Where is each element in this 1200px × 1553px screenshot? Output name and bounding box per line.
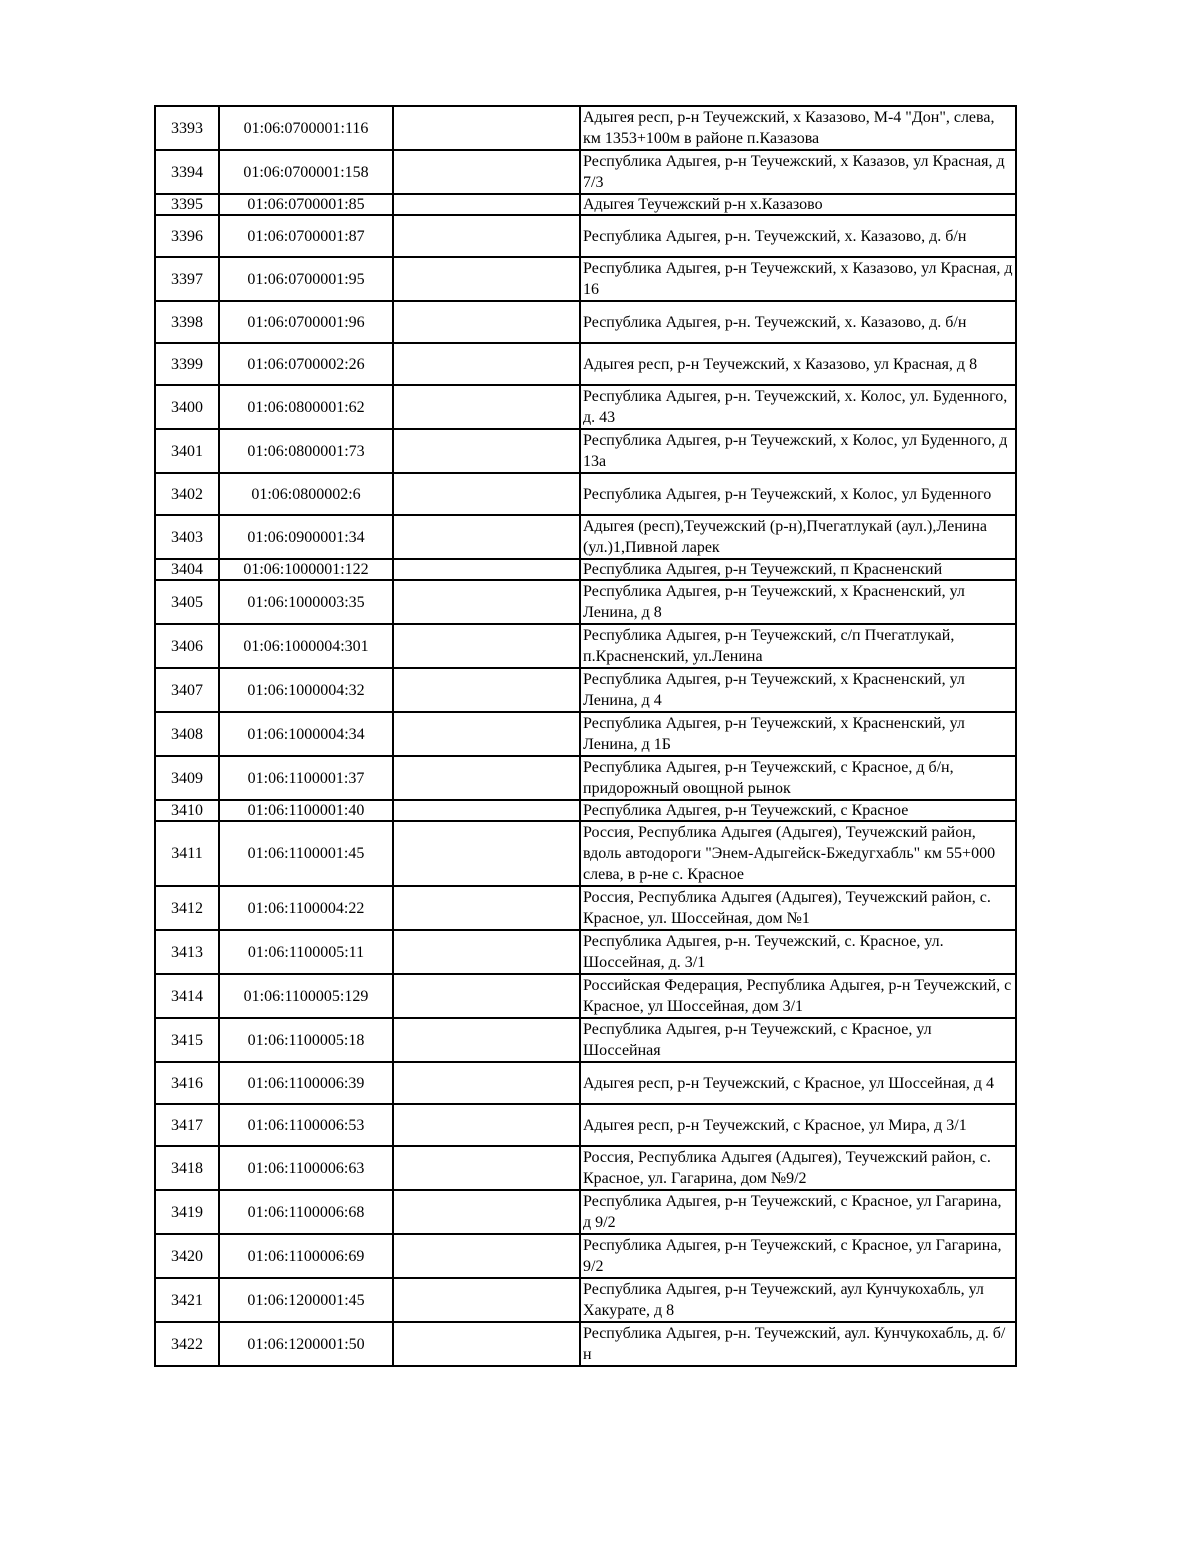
cadastral-number: 01:06:0800002:6 xyxy=(219,473,393,515)
cadastral-number: 01:06:0900001:34 xyxy=(219,515,393,559)
address-cell: Республика Адыгея, р-н Теучежский, х Казазов, ул Красная, д 7/3 xyxy=(580,150,1016,194)
table-row xyxy=(155,1322,1016,1366)
table-row xyxy=(155,712,1016,756)
empty-cell xyxy=(393,1190,580,1234)
table-row xyxy=(155,886,1016,930)
row-number: 3414 xyxy=(155,974,219,1018)
table-row xyxy=(155,1146,1016,1190)
cadastral-number: 01:06:0700001:85 xyxy=(219,194,393,215)
cadastral-number: 01:06:0700001:87 xyxy=(219,215,393,257)
table-row xyxy=(155,257,1016,301)
address-cell: Адыгея Теучежский р-н х.Казазово xyxy=(580,194,1016,215)
empty-cell xyxy=(393,473,580,515)
registry-table xyxy=(154,105,1017,1367)
row-number: 3408 xyxy=(155,712,219,756)
empty-cell xyxy=(393,1146,580,1190)
empty-cell xyxy=(393,559,580,580)
table-row xyxy=(155,106,1016,150)
row-number: 3404 xyxy=(155,559,219,580)
address-cell: Республика Адыгея, р-н Теучежский, х Красненский, ул Ленина, д 8 xyxy=(580,580,1016,624)
address-cell: Россия, Республика Адыгея (Адыгея), Теучежский район, с. Красное, ул. Гагарина, дом №9/2 xyxy=(580,1146,1016,1190)
table-row xyxy=(155,974,1016,1018)
address-cell: Республика Адыгея, р-н Теучежский, с Красное, ул Гагарина, д 9/2 xyxy=(580,1190,1016,1234)
table-row xyxy=(155,473,1016,515)
cadastral-number: 01:06:1000004:34 xyxy=(219,712,393,756)
table-row xyxy=(155,150,1016,194)
cadastral-number: 01:06:1200001:50 xyxy=(219,1322,393,1366)
cadastral-number: 01:06:0800001:73 xyxy=(219,429,393,473)
empty-cell xyxy=(393,1062,580,1104)
address-cell: Республика Адыгея, р-н Теучежский, с Красное, д б/н, придорожный овощной рынок xyxy=(580,756,1016,800)
table-row xyxy=(155,800,1016,821)
cadastral-number: 01:06:0700001:158 xyxy=(219,150,393,194)
empty-cell xyxy=(393,215,580,257)
cadastral-number: 01:06:1100005:11 xyxy=(219,930,393,974)
address-cell: Россия, Республика Адыгея (Адыгея), Теучежский район, вдоль автодороги "Энем-Адыгейск-Бжедугхабль" км 55+000 слева, в р-не с. Красное xyxy=(580,821,1016,886)
address-cell: Республика Адыгея, р-н Теучежский, х Красненский, ул Ленина, д 1Б xyxy=(580,712,1016,756)
address-cell: Адыгея респ, р-н Теучежский, с Красное, ул Шоссейная, д 4 xyxy=(580,1062,1016,1104)
empty-cell xyxy=(393,301,580,343)
row-number: 3397 xyxy=(155,257,219,301)
table-row xyxy=(155,1018,1016,1062)
row-number: 3403 xyxy=(155,515,219,559)
address-cell: Республика Адыгея, р-н Теучежский, х Красненский, ул Ленина, д 4 xyxy=(580,668,1016,712)
address-cell: Республика Адыгея, р-н Теучежский, п Красненский xyxy=(580,559,1016,580)
cadastral-number: 01:06:1000004:32 xyxy=(219,668,393,712)
cadastral-number: 01:06:1100001:45 xyxy=(219,821,393,886)
row-number: 3417 xyxy=(155,1104,219,1146)
row-number: 3406 xyxy=(155,624,219,668)
address-cell: Республика Адыгея, р-н Теучежский, х Колос, ул Буденного xyxy=(580,473,1016,515)
empty-cell xyxy=(393,1322,580,1366)
address-cell: Республика Адыгея, р-н Теучежский, х Колос, ул Буденного, д 13а xyxy=(580,429,1016,473)
table-row xyxy=(155,429,1016,473)
row-number: 3419 xyxy=(155,1190,219,1234)
registry-table-body xyxy=(155,106,1016,1366)
cadastral-number: 01:06:1100001:40 xyxy=(219,800,393,821)
cadastral-number: 01:06:1000003:35 xyxy=(219,580,393,624)
table-row xyxy=(155,580,1016,624)
address-cell: Российская Федерация, Республика Адыгея, р-н Теучежский, с Красное, ул Шоссейная, дом 3/1 xyxy=(580,974,1016,1018)
empty-cell xyxy=(393,150,580,194)
row-number: 3416 xyxy=(155,1062,219,1104)
table-row xyxy=(155,559,1016,580)
cadastral-number: 01:06:1100006:53 xyxy=(219,1104,393,1146)
row-number: 3409 xyxy=(155,756,219,800)
row-number: 3399 xyxy=(155,343,219,385)
table-row xyxy=(155,215,1016,257)
cadastral-number: 01:06:1100006:69 xyxy=(219,1234,393,1278)
empty-cell xyxy=(393,1018,580,1062)
table-row xyxy=(155,194,1016,215)
empty-cell xyxy=(393,385,580,429)
empty-cell xyxy=(393,886,580,930)
cadastral-number: 01:06:1100006:39 xyxy=(219,1062,393,1104)
address-cell: Республика Адыгея, р-н. Теучежский, х. Казазово, д. б/н xyxy=(580,301,1016,343)
row-number: 3418 xyxy=(155,1146,219,1190)
row-number: 3394 xyxy=(155,150,219,194)
empty-cell xyxy=(393,580,580,624)
cadastral-number: 01:06:1000001:122 xyxy=(219,559,393,580)
row-number: 3412 xyxy=(155,886,219,930)
empty-cell xyxy=(393,343,580,385)
address-cell: Республика Адыгея, р-н. Теучежский, х. Колос, ул. Буденного, д. 43 xyxy=(580,385,1016,429)
table-row xyxy=(155,343,1016,385)
row-number: 3421 xyxy=(155,1278,219,1322)
row-number: 3407 xyxy=(155,668,219,712)
empty-cell xyxy=(393,756,580,800)
address-cell: Адыгея респ, р-н Теучежский, х Казазово, ул Красная, д 8 xyxy=(580,343,1016,385)
row-number: 3411 xyxy=(155,821,219,886)
empty-cell xyxy=(393,668,580,712)
cadastral-number: 01:06:0700002:26 xyxy=(219,343,393,385)
empty-cell xyxy=(393,821,580,886)
table-row xyxy=(155,1104,1016,1146)
cadastral-number: 01:06:1200001:45 xyxy=(219,1278,393,1322)
table-row xyxy=(155,301,1016,343)
address-cell: Республика Адыгея, р-н Теучежский, с Красное xyxy=(580,800,1016,821)
empty-cell xyxy=(393,257,580,301)
table-row xyxy=(155,1062,1016,1104)
row-number: 3402 xyxy=(155,473,219,515)
table-row xyxy=(155,1234,1016,1278)
empty-cell xyxy=(393,930,580,974)
address-cell: Республика Адыгея, р-н. Теучежский, аул. Кунчукохабль, д. б/н xyxy=(580,1322,1016,1366)
empty-cell xyxy=(393,194,580,215)
row-number: 3405 xyxy=(155,580,219,624)
address-cell: Адыгея респ, р-н Теучежский, х Казазово, М-4 "Дон", слева, км 1353+100м в районе п.Казазова xyxy=(580,106,1016,150)
row-number: 3401 xyxy=(155,429,219,473)
empty-cell xyxy=(393,624,580,668)
row-number: 3410 xyxy=(155,800,219,821)
address-cell: Республика Адыгея, р-н Теучежский, х Казазово, ул Красная, д 16 xyxy=(580,257,1016,301)
empty-cell xyxy=(393,106,580,150)
empty-cell xyxy=(393,429,580,473)
empty-cell xyxy=(393,974,580,1018)
table-row xyxy=(155,668,1016,712)
table-row xyxy=(155,1190,1016,1234)
table-row xyxy=(155,821,1016,886)
cadastral-number: 01:06:1000004:301 xyxy=(219,624,393,668)
row-number: 3395 xyxy=(155,194,219,215)
row-number: 3400 xyxy=(155,385,219,429)
address-cell: Республика Адыгея, р-н Теучежский, с Красное, ул Гагарина, 9/2 xyxy=(580,1234,1016,1278)
cadastral-number: 01:06:1100005:18 xyxy=(219,1018,393,1062)
row-number: 3420 xyxy=(155,1234,219,1278)
row-number: 3396 xyxy=(155,215,219,257)
address-cell: Республика Адыгея, р-н Теучежский, с Красное, ул Шоссейная xyxy=(580,1018,1016,1062)
address-cell: Россия, Республика Адыгея (Адыгея), Теучежский район, с. Красное, ул. Шоссейная, дом №1 xyxy=(580,886,1016,930)
empty-cell xyxy=(393,1104,580,1146)
address-cell: Адыгея (респ),Теучежский (р-н),Пчегатлукай (аул.),Ленина (ул.)1,Пивной ларек xyxy=(580,515,1016,559)
address-cell: Адыгея респ, р-н Теучежский, с Красное, ул Мира, д 3/1 xyxy=(580,1104,1016,1146)
table-row xyxy=(155,515,1016,559)
cadastral-number: 01:06:1100006:68 xyxy=(219,1190,393,1234)
table-row xyxy=(155,756,1016,800)
address-cell: Республика Адыгея, р-н Теучежский, аул Кунчукохабль, ул Хакурате, д 8 xyxy=(580,1278,1016,1322)
empty-cell xyxy=(393,800,580,821)
address-cell: Республика Адыгея, р-н. Теучежский, с. Красное, ул. Шоссейная, д. 3/1 xyxy=(580,930,1016,974)
row-number: 3413 xyxy=(155,930,219,974)
empty-cell xyxy=(393,1234,580,1278)
cadastral-number: 01:06:1100001:37 xyxy=(219,756,393,800)
cadastral-number: 01:06:0700001:116 xyxy=(219,106,393,150)
empty-cell xyxy=(393,1278,580,1322)
table-row xyxy=(155,624,1016,668)
table-row xyxy=(155,1278,1016,1322)
empty-cell xyxy=(393,515,580,559)
cadastral-number: 01:06:0700001:95 xyxy=(219,257,393,301)
table-row xyxy=(155,385,1016,429)
row-number: 3415 xyxy=(155,1018,219,1062)
empty-cell xyxy=(393,712,580,756)
row-number: 3422 xyxy=(155,1322,219,1366)
address-cell: Республика Адыгея, р-н. Теучежский, х. Казазово, д. б/н xyxy=(580,215,1016,257)
address-cell: Республика Адыгея, р-н Теучежский, с/п Пчегатлукай, п.Красненский, ул.Ленина xyxy=(580,624,1016,668)
cadastral-number: 01:06:1100004:22 xyxy=(219,886,393,930)
row-number: 3393 xyxy=(155,106,219,150)
cadastral-number: 01:06:1100006:63 xyxy=(219,1146,393,1190)
cadastral-number: 01:06:0700001:96 xyxy=(219,301,393,343)
row-number: 3398 xyxy=(155,301,219,343)
table-row xyxy=(155,930,1016,974)
cadastral-number: 01:06:1100005:129 xyxy=(219,974,393,1018)
cadastral-number: 01:06:0800001:62 xyxy=(219,385,393,429)
